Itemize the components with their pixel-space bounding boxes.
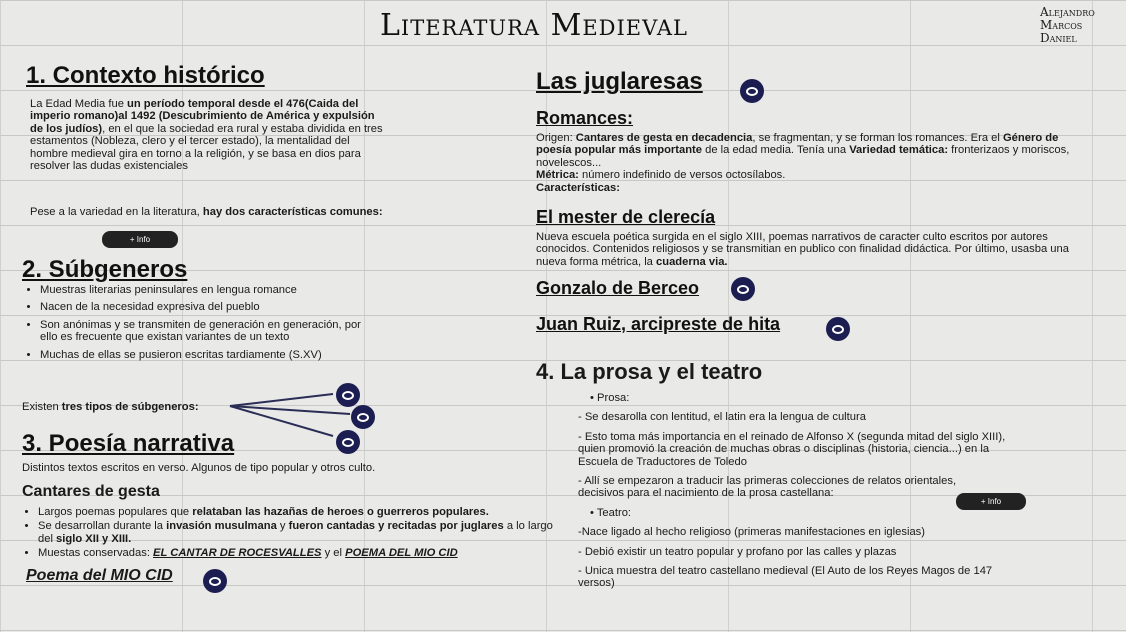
section-1-heading: 1. Contexto histórico bbox=[26, 62, 265, 89]
subgeneros-types: Existen tres tipos de súbgeneros: bbox=[22, 401, 199, 413]
eye-icon[interactable] bbox=[203, 569, 227, 593]
list-item: • Muestas conservadas: EL CANTAR DE ROCESVALLES y el POEMA DEL MIO CID bbox=[38, 547, 558, 559]
list-item: • Son anónimas y se transmiten de generación en generación, por ello es frecuente que existan variantes de un texto bbox=[40, 319, 370, 344]
section-4-heading: 4. La prosa y el teatro bbox=[536, 359, 763, 384]
info-button[interactable]: + Info bbox=[102, 231, 178, 248]
list-item: • Muestras literarias peninsulares en lengua romance bbox=[40, 284, 370, 296]
eye-icon[interactable] bbox=[336, 430, 360, 454]
list-item: • Muchas de ellas se pusieron escritas tardiamente (S.XV) bbox=[40, 349, 370, 361]
prosa-line: - Esto toma más importancia en el reinado de Alfonso X (segunda mitad del siglo XIII), quien promovió la creación de muchas obras o disciplinas (historia, ciencia...) en la Escuela de Traductores de Toledo bbox=[578, 430, 1006, 468]
romances-paragraph: Origen: Cantares de gesta en decadencia, se fragmentan, y se forman los romances. Era el Género de poesía popular más importante de la edad media. Tenía una Variedad temática: fronterizaos y moriscos, novelescos... Métrica: número indefinido de versos octosílabos. Características: bbox=[536, 132, 1070, 194]
page-title: Literatura Medieval bbox=[380, 8, 688, 43]
eye-icon[interactable] bbox=[336, 383, 360, 407]
eye-icon[interactable] bbox=[731, 277, 755, 301]
info-button[interactable]: + Info bbox=[956, 493, 1026, 510]
berceo-link[interactable]: Gonzalo de Berceo bbox=[536, 278, 700, 298]
list-item: • Se desarrollan durante la invasión musulmana y fueron cantadas y recitadas por juglares a lo largo del siglo XII y XIII. bbox=[38, 520, 558, 545]
prosa-line: - Allí se empezaron a traducir las primeras colecciones de relatos orientales, decisivos para el nacimiento de la prosa castellana: bbox=[578, 475, 957, 500]
eye-icon[interactable] bbox=[826, 317, 850, 341]
section-3-heading: 3. Poesía narrativa bbox=[22, 430, 235, 457]
subgeneros-list bbox=[22, 284, 370, 366]
list-item: • Largos poemas populares que relataban las hazañas de heroes o guerreros populares. bbox=[38, 506, 558, 518]
eye-icon[interactable] bbox=[740, 79, 764, 103]
author-line: Marcos bbox=[1040, 18, 1083, 32]
mester-heading: El mester de clerecía bbox=[536, 207, 716, 227]
teatro-label: • Teatro: bbox=[590, 506, 632, 519]
cantares-list bbox=[20, 506, 558, 565]
section-4-content bbox=[578, 392, 1018, 590]
list-item: • Nacen de la necesidad expresiva del pueblo bbox=[40, 301, 370, 313]
poema-cid-link[interactable]: Poema del MIO CID bbox=[26, 567, 173, 584]
teatro-line: - Debió existir un teatro popular y profano por las calles y plazas bbox=[578, 545, 897, 558]
romances-heading: Romances: bbox=[536, 108, 634, 128]
teatro-line: -Nace ligado al hecho religioso (primeras manifestaciones en iglesias) bbox=[578, 526, 925, 539]
prosa-line: - Se desarolla con lentitud, el latin era la lengua de cultura bbox=[578, 411, 866, 424]
ruiz-link[interactable]: Juan Ruiz, arcipreste de hita bbox=[536, 314, 781, 334]
section-1-paragraph: La Edad Media fue un período temporal desde el 476(Caida del imperio romano)al 1492 (Descubrimiento de América y expulsión de los judíos), en el que la sociedad era rural y estaba dividida en tres estamentos (Nobleza, clero y el tercer estado), la mentalidad del hombre medieval gira en torno a la religión, y se basa en dios para resolver las dudas existenciales bbox=[30, 98, 383, 173]
author-line: Daniel bbox=[1040, 31, 1077, 45]
author-names bbox=[1040, 6, 1095, 45]
teatro-line: - Unica muestra del teatro castellano medieval (El Auto de los Reyes Magos de 147 versos) bbox=[578, 565, 993, 590]
author-line: Alejandro bbox=[1040, 5, 1095, 19]
eye-icon[interactable] bbox=[351, 405, 375, 429]
mester-paragraph: Nueva escuela poética surgida en el siglo XIII, poemas narrativos de caracter culto escritos por autores conocidos. Contenidos religiosos y se transmitian en publico con finalidad didáctica. Por último, usasba una nueva forma métrica, la cuaderna via. bbox=[536, 231, 1069, 268]
prosa-label: • Prosa: bbox=[590, 392, 630, 404]
section-1-paragraph-2: Pese a la variedad en la literatura, hay dos características comunes: bbox=[30, 206, 383, 218]
section-2-heading: 2. Súbgeneros bbox=[22, 256, 188, 283]
section-3-intro: Distintos textos escritos en verso. Algunos de tipo popular y otros culto. bbox=[22, 462, 376, 474]
cantares-heading: Cantares de gesta bbox=[22, 483, 160, 500]
juglaresas-heading: Las juglaresas bbox=[536, 68, 703, 95]
